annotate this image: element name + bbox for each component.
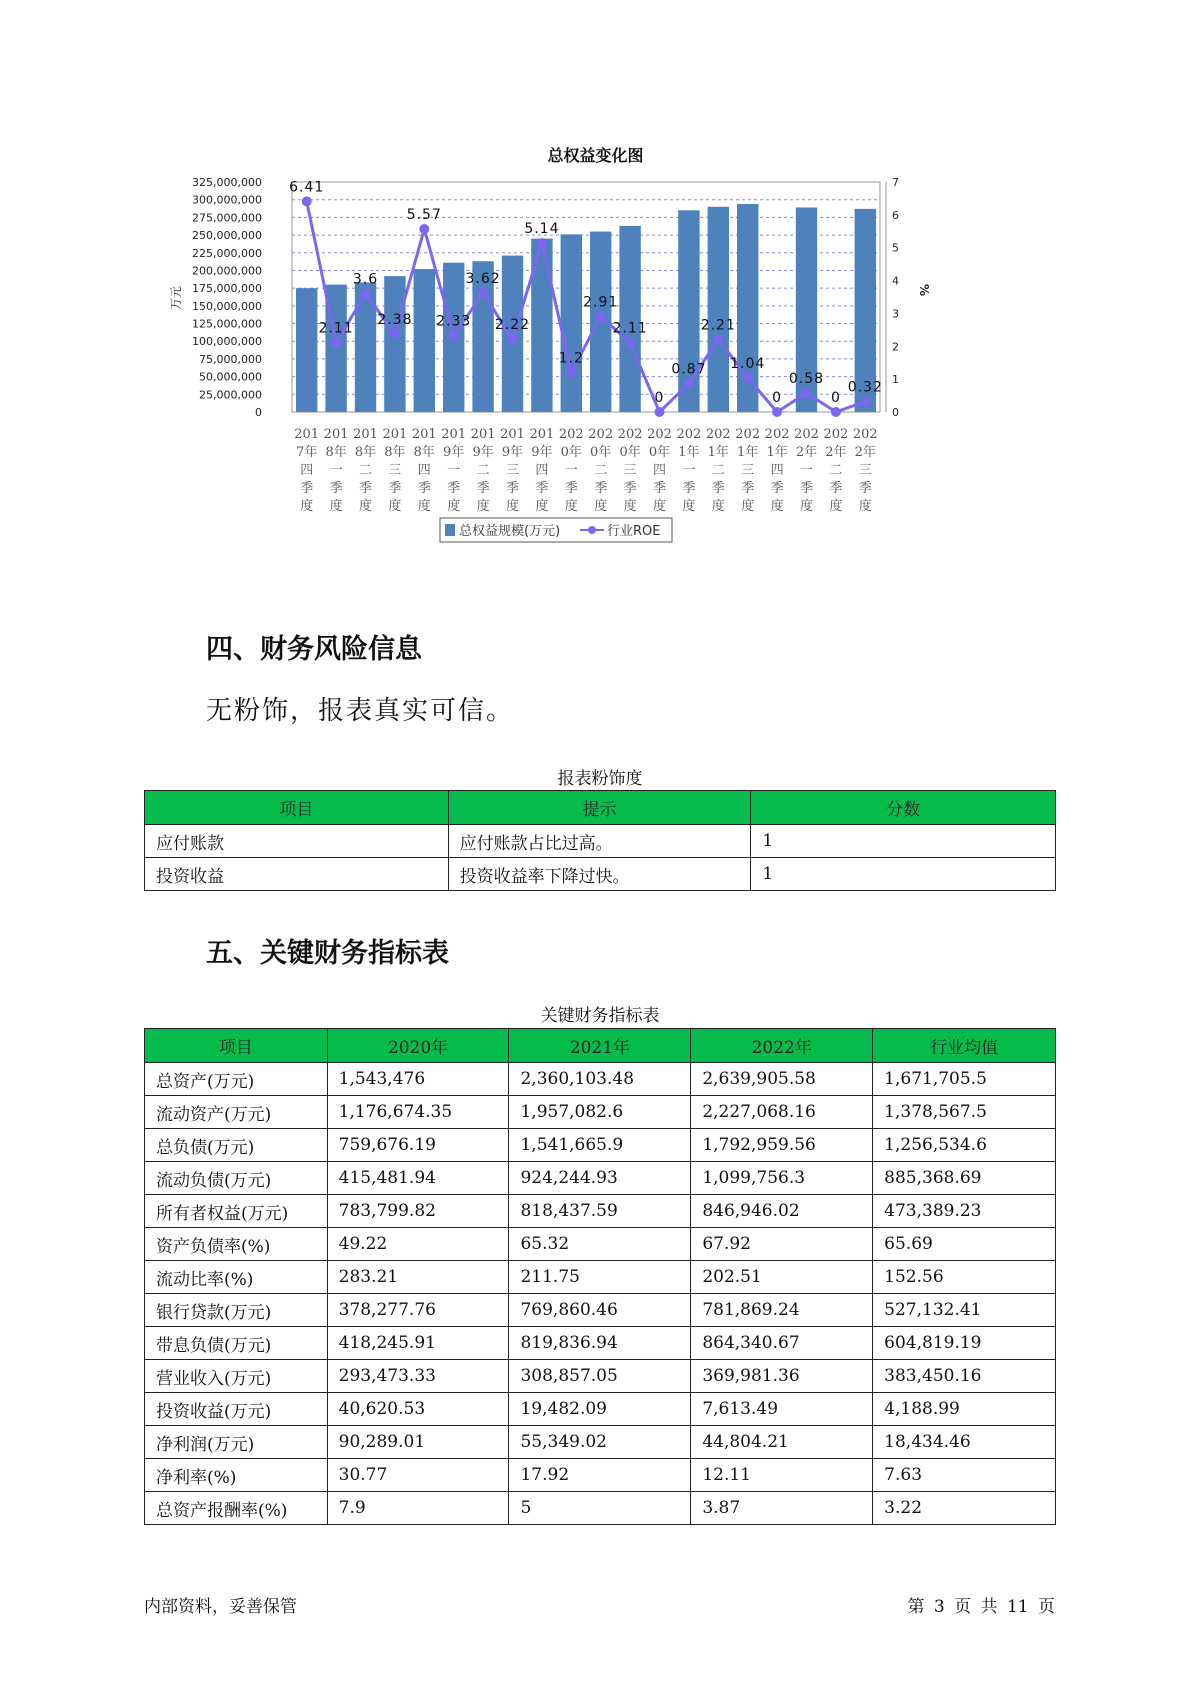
table-cell: 293,473.33 (327, 1360, 509, 1393)
footer-page-number: 第 3 页 共 11 页 (907, 1597, 1055, 1617)
roe-point (390, 329, 400, 339)
y-tick-label: 125,000,000 (192, 317, 262, 331)
roe-data-label: 2.38 (377, 311, 413, 328)
table-cell: 净利润(万元) (145, 1426, 328, 1459)
table-cell: 283.21 (327, 1261, 509, 1294)
y-tick-label: 0 (255, 406, 262, 419)
y-tick-label: 225,000,000 (192, 246, 262, 260)
roe-point (361, 289, 371, 299)
key-indicators-table (144, 1028, 1056, 1525)
table-cell: 所有者权益(万元) (145, 1195, 328, 1228)
table-cell: 2,227,068.16 (691, 1096, 873, 1129)
roe-point (713, 334, 723, 344)
table-cell: 应付账款 (145, 825, 449, 858)
table-cell: 864,340.67 (691, 1327, 873, 1360)
roe-data-label: 0 (654, 390, 665, 406)
table-cell: 885,368.69 (873, 1162, 1056, 1195)
bar (558, 234, 584, 412)
roe-point (743, 373, 753, 383)
y2-tick-label: 7 (892, 176, 899, 189)
table-cell: 55,349.02 (509, 1426, 691, 1459)
x-tick-label: 201 9年一季度 (441, 427, 467, 514)
table-cell: 1,957,082.6 (509, 1096, 691, 1129)
table-cell: 银行贷款(万元) (145, 1294, 328, 1327)
x-tick-label: 202 2年二季度 (823, 427, 849, 514)
table-cell: 2,639,905.58 (691, 1063, 873, 1096)
y2-tick-label: 6 (892, 208, 899, 222)
table-cell: 308,857.05 (509, 1360, 691, 1393)
table-cell: 1,256,534.6 (873, 1129, 1056, 1162)
roe-data-label: 2.21 (700, 317, 736, 334)
legend-bar-label: 总权益规模(万元) (459, 524, 561, 539)
table-cell: 总负债(万元) (145, 1129, 328, 1162)
table-cell: 1,541,665.9 (509, 1129, 691, 1162)
whitewash-table (144, 790, 1056, 891)
footer-confidential: 内部资料，妥善保管 (144, 1597, 297, 1617)
y-tick-label: 300,000,000 (192, 193, 262, 207)
section-4-text: 无粉饰，报表真实可信。 (206, 696, 515, 726)
table-cell: 30.77 (327, 1459, 509, 1492)
roe-data-label: 2.11 (612, 320, 648, 337)
table-cell: 1,543,476 (327, 1063, 509, 1096)
roe-point (625, 338, 635, 348)
roe-data-label: 3.62 (465, 271, 501, 288)
table-row (145, 1360, 1056, 1393)
table-cell: 202.51 (691, 1261, 873, 1294)
table-row (145, 1327, 1056, 1360)
y2-tick-label: 0 (892, 406, 899, 419)
x-tick-label: 201 9年四季度 (529, 427, 555, 514)
roe-data-label: 0 (772, 390, 783, 406)
roe-data-label: 1.04 (730, 355, 766, 372)
roe-point (684, 378, 694, 388)
header-cell: 提示 (448, 791, 751, 825)
table-cell: 总资产(万元) (145, 1063, 328, 1096)
x-tick-label: 202 1年一季度 (676, 427, 702, 514)
table-cell: 总资产报酬率(%) (145, 1492, 328, 1525)
table-row (145, 1228, 1056, 1261)
header-cell: 行业均值 (873, 1029, 1056, 1063)
section-5-heading: 五、关键财务指标表 (206, 938, 449, 969)
y-tick-label: 200,000,000 (192, 264, 262, 278)
header-cell: 2020年 (327, 1029, 509, 1063)
x-tick-label: 201 8年三季度 (382, 427, 408, 514)
table-cell: 营业收入(万元) (145, 1360, 328, 1393)
chart-title: 总权益变化图 (547, 146, 644, 165)
table-cell: 3.22 (873, 1492, 1056, 1525)
table-cell: 投资收益 (145, 858, 449, 891)
roe-data-label: 5.14 (524, 221, 560, 238)
table-row (145, 1492, 1056, 1525)
table-cell: 应付账款占比过高。 (448, 825, 751, 858)
table-row (145, 1459, 1056, 1492)
legend-line-label: 行业ROE (607, 524, 661, 539)
bar (414, 269, 435, 412)
table-cell: 415,481.94 (327, 1162, 509, 1195)
table-cell: 418,245.91 (327, 1327, 509, 1360)
table-cell: 净利率(%) (145, 1459, 328, 1492)
equity-chart (160, 170, 1040, 590)
bar (502, 256, 523, 412)
roe-data-label: 2.91 (583, 294, 619, 311)
header-cell: 2021年 (509, 1029, 691, 1063)
y-tick-label: 150,000,000 (192, 299, 262, 313)
table-cell: 投资收益(万元) (145, 1393, 328, 1426)
x-tick-label: 201 8年一季度 (323, 427, 349, 514)
header-cell: 项目 (145, 1029, 328, 1063)
x-tick-label: 202 2年一季度 (794, 427, 819, 514)
bar (296, 288, 317, 412)
table-cell: 67.92 (691, 1228, 873, 1261)
table-row (145, 1129, 1056, 1162)
roe-data-label: 0.58 (788, 370, 825, 387)
table2-caption: 关键财务指标表 (540, 1006, 660, 1026)
x-tick-label: 202 1年三季度 (735, 427, 761, 514)
table-cell: 流动负债(万元) (145, 1162, 328, 1195)
y2-tick-label: 3 (892, 307, 899, 321)
x-tick-label: 202 0年三季度 (617, 427, 643, 514)
table-cell: 3.87 (691, 1492, 873, 1525)
table-cell: 1,099,756.3 (691, 1162, 873, 1195)
roe-point (860, 396, 870, 406)
y-tick-label: 175,000,000 (192, 282, 262, 296)
y2-tick-label: 1 (892, 373, 899, 387)
table-row (145, 1063, 1056, 1096)
bar (708, 207, 729, 412)
roe-point (655, 407, 665, 417)
table-row (145, 858, 1056, 891)
table-row (145, 1426, 1056, 1459)
x-tick-label: 201 8年四季度 (411, 427, 437, 514)
x-tick-label: 201 7年四季度 (294, 427, 320, 514)
x-tick-label: 202 0年四季度 (647, 427, 672, 514)
x-tick-label: 202 0年一季度 (558, 427, 584, 514)
roe-data-label: 2.11 (318, 320, 354, 337)
table-cell: 1,378,567.5 (873, 1096, 1056, 1129)
table-cell: 90,289.01 (327, 1426, 509, 1459)
table-cell: 65.32 (509, 1228, 691, 1261)
roe-point (596, 311, 606, 321)
roe-data-label: 2.22 (494, 317, 531, 334)
table-cell: 152.56 (873, 1261, 1056, 1294)
table-cell: 流动资产(万元) (145, 1096, 328, 1129)
y-axis-label: 万元 (169, 285, 183, 311)
table-cell: 378,277.76 (327, 1294, 509, 1327)
table-cell: 带息负债(万元) (145, 1327, 328, 1360)
roe-point (537, 238, 547, 248)
roe-point (419, 224, 429, 234)
table-cell: 65.69 (873, 1228, 1056, 1261)
roe-point (449, 330, 459, 340)
table-cell: 18,434.46 (873, 1426, 1056, 1459)
table-cell: 1,176,674.35 (327, 1096, 509, 1129)
roe-data-label: 0.87 (671, 361, 707, 378)
roe-data-label: 5.57 (406, 206, 442, 223)
x-tick-label: 202 0年二季度 (588, 427, 614, 514)
header-cell: 2022年 (691, 1029, 873, 1063)
legend-line-marker (588, 526, 596, 534)
roe-point (302, 196, 312, 206)
table-cell: 2,360,103.48 (509, 1063, 691, 1096)
table-cell: 资产负债率(%) (145, 1228, 328, 1261)
roe-point (331, 338, 341, 348)
table-cell: 783,799.82 (327, 1195, 509, 1228)
x-tick-label: 201 9年三季度 (500, 427, 525, 514)
table-cell: 473,389.23 (873, 1195, 1056, 1228)
table-cell: 7,613.49 (691, 1393, 873, 1426)
y2-axis-label: % (917, 283, 931, 297)
table-row (145, 1096, 1056, 1129)
roe-point (508, 334, 518, 344)
roe-data-label: 0.32 (847, 379, 883, 396)
table-cell: 1 (751, 858, 1056, 891)
table-cell: 17.92 (509, 1459, 691, 1492)
y-tick-label: 75,000,000 (199, 352, 262, 366)
table-cell: 7.63 (873, 1459, 1056, 1492)
table-cell: 924,244.93 (509, 1162, 691, 1195)
roe-point (772, 407, 782, 417)
table-row (145, 1393, 1056, 1426)
y-tick-label: 25,000,000 (199, 388, 262, 402)
table-cell: 4,188.99 (873, 1393, 1056, 1426)
roe-data-label: 1.2 (558, 350, 584, 367)
table-cell: 759,676.19 (327, 1129, 509, 1162)
x-tick-label: 202 1年二季度 (705, 427, 731, 514)
roe-data-label: 3.6 (352, 271, 379, 288)
table-row (145, 825, 1056, 858)
y-tick-label: 275,000,000 (192, 211, 262, 225)
table-row (145, 1162, 1056, 1195)
table-cell: 7.9 (327, 1492, 509, 1525)
table-row (145, 1294, 1056, 1327)
table-cell: 5 (509, 1492, 691, 1525)
x-tick-label: 202 1年四季度 (764, 427, 790, 514)
table-cell: 40,620.53 (327, 1393, 509, 1426)
table-cell: 781,869.24 (691, 1294, 873, 1327)
table-cell: 846,946.02 (691, 1195, 873, 1228)
table-row (145, 1195, 1056, 1228)
x-tick-label: 201 8年二季度 (353, 427, 378, 514)
table-row (145, 1261, 1056, 1294)
x-tick-label: 202 2年三季度 (852, 427, 878, 514)
roe-data-label: 6.41 (289, 179, 325, 196)
y2-tick-label: 4 (892, 274, 899, 288)
x-tick-label: 201 9年二季度 (470, 427, 496, 514)
table-cell: 19,482.09 (509, 1393, 691, 1426)
table-cell: 604,819.19 (873, 1327, 1056, 1360)
roe-data-label: 0 (830, 390, 841, 406)
table-cell: 投资收益率下降过快。 (448, 858, 751, 891)
table1-caption: 报表粉饰度 (557, 769, 643, 789)
y-tick-label: 100,000,000 (192, 335, 262, 349)
table-cell: 44,804.21 (691, 1426, 873, 1459)
y-tick-label: 250,000,000 (192, 229, 262, 243)
table-cell: 769,860.46 (509, 1294, 691, 1327)
table-cell: 1,792,959.56 (691, 1129, 873, 1162)
table-cell: 1,671,705.5 (873, 1063, 1056, 1096)
section-4-heading: 四、财务风险信息 (206, 634, 422, 665)
roe-data-label: 2.33 (436, 313, 472, 330)
table-cell: 211.75 (509, 1261, 691, 1294)
table-cell: 818,437.59 (509, 1195, 691, 1228)
table-cell: 819,836.94 (509, 1327, 691, 1360)
y2-tick-label: 2 (892, 340, 899, 354)
header-cell: 项目 (145, 791, 449, 825)
table-cell: 12.11 (691, 1459, 873, 1492)
legend-bar-swatch (445, 524, 455, 536)
roe-point (566, 368, 576, 378)
roe-point (802, 388, 812, 398)
table-cell: 1 (751, 825, 1056, 858)
table-cell: 369,981.36 (691, 1360, 873, 1393)
bar (619, 226, 640, 412)
table-cell: 49.22 (327, 1228, 509, 1261)
table-cell: 383,450.16 (873, 1360, 1056, 1393)
y2-tick-label: 5 (892, 241, 899, 255)
y-tick-label: 50,000,000 (199, 370, 262, 384)
table-cell: 流动比率(%) (145, 1261, 328, 1294)
roe-point (831, 407, 841, 417)
header-cell: 分数 (751, 791, 1056, 825)
y-tick-label: 325,000,000 (192, 176, 262, 189)
bar (384, 276, 405, 412)
roe-point (478, 288, 488, 298)
table-cell: 527,132.41 (873, 1294, 1056, 1327)
